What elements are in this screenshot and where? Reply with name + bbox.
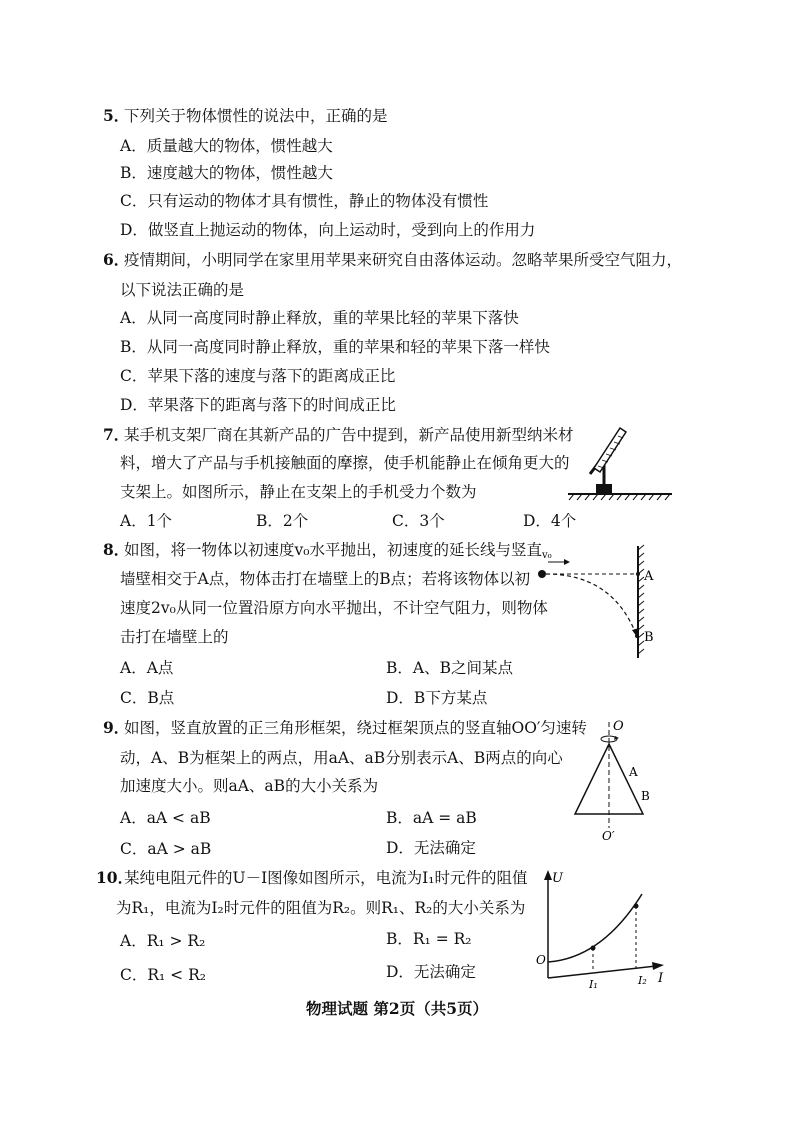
point-a-label: A (644, 569, 654, 584)
question-7-number: 7． (103, 425, 130, 444)
u-axis-label: U (552, 871, 563, 886)
question-6-number: 6． (103, 250, 130, 269)
question-8-option-c: C．B点 (120, 689, 175, 707)
question-8-option-a: A．A点 (120, 659, 174, 677)
question-8-stem-line-1: 如图，将一物体以初速度v₀水平抛出，初速度的延长线与竖直 (124, 541, 542, 559)
question-10-stem-line-2: 为R₁，电流为I₂时元件的阻值为R₂。则R₁、R₂的大小关系为 (116, 899, 526, 917)
axis-top-label: O (613, 719, 624, 734)
question-9-option-a: A．aA < aB (120, 809, 211, 827)
question-9-number: 9． (103, 718, 130, 737)
question-8-stem-line-2: 墙壁相交于A点，物体击打在墙壁上的B点；若将该物体以初 (120, 570, 531, 588)
question-10-stem-line-1: 某纯电阻元件的U－I图像如图所示，电流为I₁时元件的阻值 (124, 869, 528, 887)
question-7-stem-line-1: 某手机支架厂商在其新产品的广告中提到，新产品使用新型纳米材 (124, 426, 574, 444)
question-10-option-b: B．R₁ = R₂ (386, 930, 472, 948)
question-5-option-b: B．速度越大的物体，惯性越大 (120, 164, 333, 182)
question-5-stem: 下列关于物体惯性的说法中，正确的是 (124, 107, 388, 125)
axis-bottom-label: O′ (602, 829, 615, 843)
question-5-option-d: D．做竖直上抛运动的物体，向上运动时，受到向上的作用力 (120, 221, 536, 239)
question-6-option-b: B．从同一高度同时静止释放，重的苹果和轻的苹果下落一样快 (120, 338, 550, 356)
question-9-option-b: B．aA = aB (386, 809, 477, 827)
projectile-wall-figure (532, 542, 664, 662)
page-footer: 物理试题 第2页（共5页） (306, 999, 488, 1018)
question-5-option-a: A．质量越大的物体，惯性越大 (120, 137, 333, 155)
question-10-option-a: A．R₁ > R₂ (120, 932, 206, 950)
question-5-number: 5． (103, 106, 130, 125)
question-6-stem-line-2: 以下说法正确的是 (120, 281, 245, 299)
question-5-option-c: C．只有运动的物体才具有惯性，静止的物体没有惯性 (120, 192, 489, 210)
question-6-stem-line-1: 疫情期间，小明同学在家里用苹果来研究自由落体运动。忽略苹果所受空气阻力， (124, 251, 683, 269)
question-8-stem-line-4: 击打在墙壁上的 (120, 628, 229, 646)
phone-stand-figure (560, 420, 680, 502)
question-8-stem-line-3: 速度2v₀从同一位置沿原方向水平抛出，不计空气阻力，则物体 (120, 599, 548, 617)
question-7-stem-line-2: 料，增大了产品与手机接触面的摩擦，使手机能静止在倾角更大的 (120, 454, 570, 472)
question-6-option-c: C．苹果下落的速度与落下的距离成正比 (120, 367, 396, 385)
question-9-option-c: C．aA > aB (120, 840, 212, 858)
question-9-option-d: D．无法确定 (386, 839, 476, 857)
rotating-triangle-figure (565, 716, 665, 844)
v0-label: v₀ (542, 550, 552, 561)
question-6-option-a: A．从同一高度同时静止释放，重的苹果比轻的苹果下落快 (120, 309, 519, 327)
question-8-option-b: B．A、B之间某点 (386, 659, 513, 677)
point-b-label: B (644, 630, 654, 645)
point-b-label: B (641, 789, 650, 803)
question-9-stem-line-2: 动，A、B为框架上的两点，用aA、aB分别表示A、B两点的向心 (120, 749, 563, 767)
point-a-label: A (629, 765, 638, 779)
origin-label: O (536, 953, 546, 967)
i2-label: I₂ (638, 974, 647, 987)
question-7-option-d: D．4个 (523, 512, 577, 530)
question-6-option-d: D．苹果落下的距离与落下的时间成正比 (120, 396, 396, 414)
question-7-option-a: A．1个 (120, 512, 173, 530)
question-10-option-c: C．R₁ < R₂ (120, 966, 206, 984)
question-7-stem-line-3: 支架上。如图所示，静止在支架上的手机受力个数为 (120, 483, 477, 501)
i-axis-label: I (658, 971, 664, 986)
question-10-option-d: D．无法确定 (386, 963, 476, 981)
u-i-graph-figure (532, 866, 672, 992)
question-8-number: 8． (103, 540, 130, 559)
question-7-option-c: C．3个 (392, 512, 445, 530)
question-10-number: 10． (96, 868, 134, 887)
question-9-stem-line-3: 加速度大小。则aA、aB的大小关系为 (120, 777, 379, 795)
question-7-option-b: B．2个 (256, 512, 309, 530)
question-8-option-d: D．B下方某点 (386, 689, 488, 707)
i1-label: I₁ (589, 978, 598, 991)
question-9-stem-line-1: 如图，竖直放置的正三角形框架，绕过框架顶点的竖直轴OO′匀速转 (124, 719, 587, 737)
